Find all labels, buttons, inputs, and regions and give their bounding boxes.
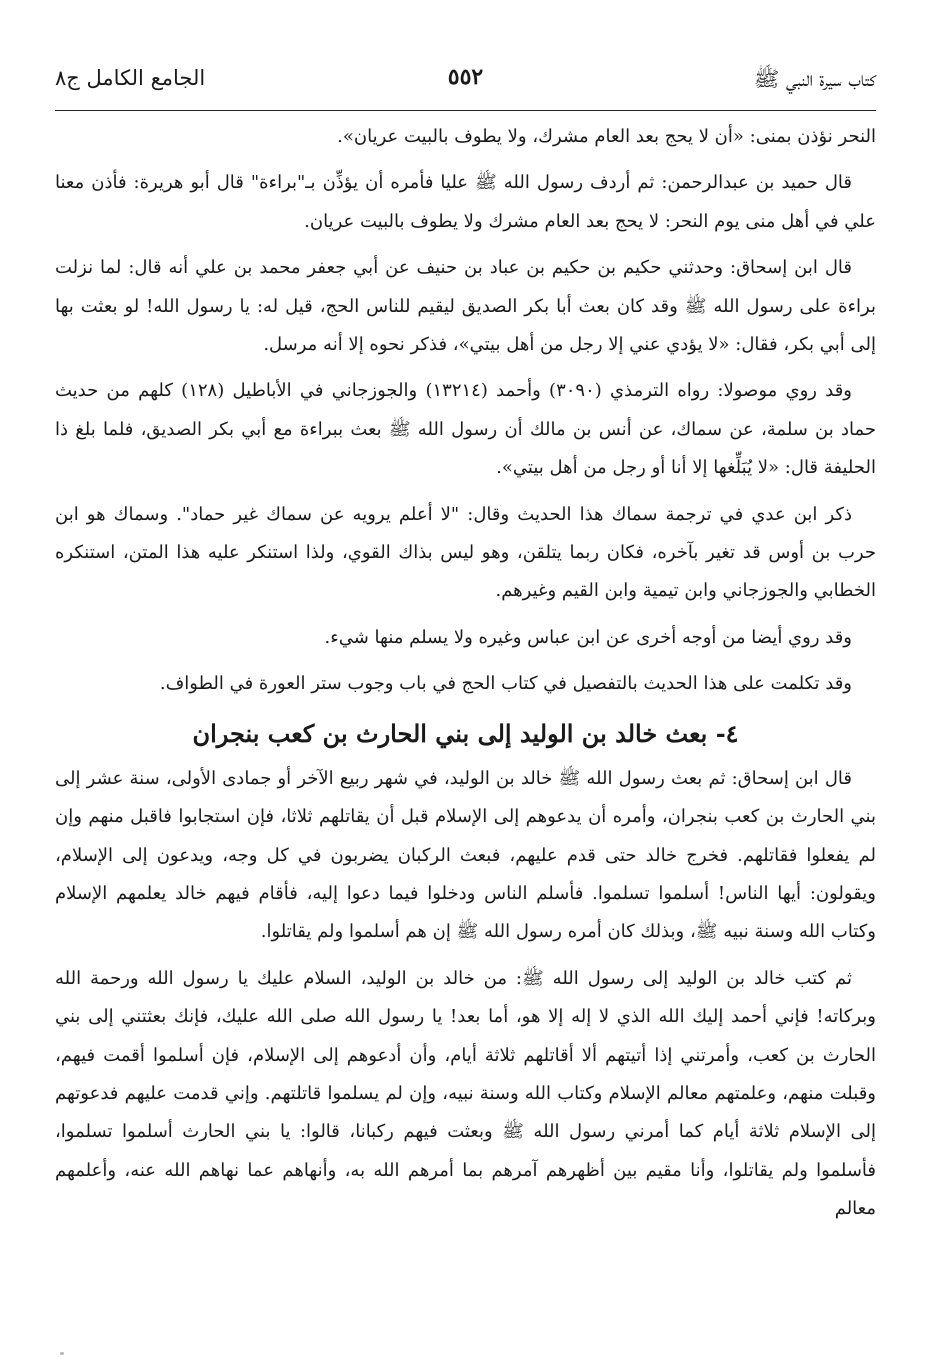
- header-divider: [55, 110, 876, 111]
- paragraph: وقد تكلمت على هذا الحديث بالتفصيل في كتاب الحج في باب وجوب ستر العورة في الطواف.: [159, 673, 852, 695]
- page-body: [55, 118, 876, 1237]
- paragraph: ذكر ابن عدي في ترجمة سماك هذا الحديث وقال: "لا أعلم يرويه عن سماك غير حماد". وسماك هو ابن حرب بن أوس قد تغير بآخره، فكان ربما يتلقن، وهو ليس بذاك القوي، ولذا استنكر عليه هذا المتن، استنكره الخطابي والجوزجاني وابن تيمية وابن القيم وغيرهم.: [55, 503, 876, 602]
- book-title: كتاب سيرة النبي ﷺ: [753, 67, 876, 91]
- paragraph: وقد روي أيضا من أوجه أخرى عن ابن عباس وغيره ولا يسلم منها شيء.: [324, 626, 852, 648]
- volume-label: الجامع الكامل ج٨: [55, 66, 206, 90]
- section-heading: ٤- بعث خالد بن الوليد إلى بني الحارث بن كعب بنجران: [192, 718, 739, 748]
- paragraph: النحر نؤذن بمنى: «أن لا يحج بعد العام مشرك، ولا يطوف بالبيت عريان».: [337, 126, 876, 147]
- scan-speck: [60, 1352, 64, 1355]
- paragraph: ثم كتب خالد بن الوليد إلى رسول الله ﷺ: من خالد بن الوليد، السلام عليك يا رسول الله ورحمة الله وبركاته! فإني أحمد إليك الله الذي لا إله إلا هو، أما بعد! يا رسول الله صلى الله عليك، فإنك بعثتني إلى بني الحارث بن كعب، وأمرتني إذا أتيتهم ألا أقاتلهم ثلاثة أيام، وأن أدعوهم إلى الإسلام، فإن أسلموا أقمت فيهم، وقبلت منهم، وعلمتهم معالم الإسلام وكتاب الله وسنة نبيه، وإن لم يسلموا قاتلتهم. وإني قدمت عليهم فدعوتهم إلى الإسلام ثلاثة أيام كما أمرني رسول الله ﷺ وبعثت فيهم ركبانا، قالوا: يا بني الحارث أسلموا تسلموا، فأسلموا ولم يقاتلوا، وأنا مقيم بين أظهرهم آمرهم بما أمرهم الله به، وأنهاهم عما نهاهم الله عنه، وأعلمهم معالم: [55, 967, 876, 1220]
- paragraph: قال حميد بن عبدالرحمن: ثم أردف رسول الله ﷺ عليا فأمره أن يؤذِّن بـ"براءة" قال أبو هريرة: فأذن معنا علي في أهل منى يوم النحر: لا يحج بعد العام مشرك ولا يطوف بالبيت عريان.: [55, 172, 876, 232]
- page-header: [55, 56, 876, 106]
- paragraph: قال ابن إسحاق: وحدثني حكيم بن حكيم بن عباد بن حنيف عن أبي جعفر محمد بن علي أنه قال: لما نزلت براءة على رسول الله ﷺ وقد كان بعث أبا بكر الصديق ليقيم للناس الحج، قيل له: يا رسول الله! لو بعثت بها إلى أبي بكر، فقال: «لا يؤدي عني إلا رجل من أهل بيتي»، فذكر نحوه إلا أنه مرسل.: [55, 257, 876, 356]
- paragraph: وقد روي موصولا: رواه الترمذي (٣٠٩٠) وأحمد (١٣٢١٤) والجوزجاني في الأباطيل (١٢٨) كلهم من حديث حماد بن سلمة، عن سماك، عن أنس بن مالك أن رسول الله ﷺ بعث ببراءة مع أبي بكر الصديق، فلما بلغ ذا الحليفة قال: «لا يُبَلِّغها إلا أنا أو رجل من أهل بيتي».: [55, 380, 876, 479]
- page-number: ٥٥٢: [447, 64, 484, 90]
- paragraph: قال ابن إسحاق: ثم بعث رسول الله ﷺ خالد بن الوليد، في شهر ربيع الآخر أو جمادى الأولى، سنة عشر إلى بني الحارث بن كعب بنجران، وأمره أن يدعوهم إلى الإسلام قبل أن يقاتلهم ثلاثا، فإن استجابوا فاقبل منهم وإن لم يفعلوا فقاتلهم. فخرج خالد حتى قدم عليهم، فبعث الركبان يضربون في كل وجه، ويدعون إلى الإسلام، ويقولون: أيها الناس! أسلموا تسلموا. فأسلم الناس ودخلوا فيما دعوا إليه، فأقام فيهم خالد يعلمهم الإسلام وكتاب الله وسنة نبيه ﷺ، وبذلك كان أمره رسول الله ﷺ إن هم أسلموا ولم يقاتلوا.: [55, 767, 876, 943]
